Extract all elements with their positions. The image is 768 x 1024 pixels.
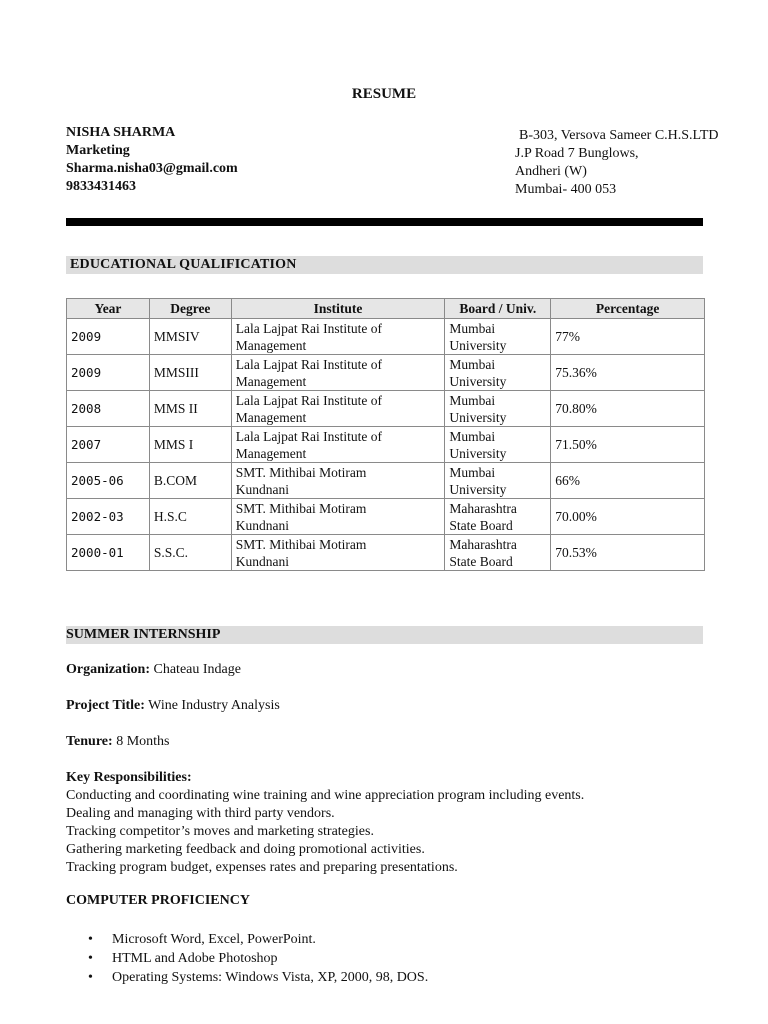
list-item xyxy=(66,968,428,987)
contact-info xyxy=(66,124,238,196)
percentage-cell: 70.00% xyxy=(551,499,705,535)
address-block xyxy=(515,127,719,199)
percentage-cell: 70.53% xyxy=(551,535,705,571)
percentage-cell: 77% xyxy=(551,319,705,355)
board-cell xyxy=(445,499,551,535)
percentage-cell: 75.36% xyxy=(551,355,705,391)
institute-line: Management xyxy=(235,337,307,353)
year-cell: 2009 xyxy=(67,355,150,391)
table-row xyxy=(67,463,705,499)
header-divider xyxy=(66,218,703,226)
phone: 9833431463 xyxy=(66,179,136,194)
year-cell: 2007 xyxy=(67,427,150,463)
degree-cell: MMS I xyxy=(149,427,231,463)
page-title: RESUME xyxy=(351,86,417,102)
address-line: B-303, Versova Sameer C.H.S.LTD xyxy=(519,128,719,143)
section-heading-internship: SUMMER INTERNSHIP xyxy=(66,627,221,642)
education-table xyxy=(66,298,705,571)
responsibility-item: Tracking competitor’s moves and marketing strategies. xyxy=(66,824,374,839)
board-cell xyxy=(445,319,551,355)
name: NISHA SHARMA xyxy=(66,125,176,140)
degree-cell: H.S.C xyxy=(149,499,231,535)
institute-line: Lala Lajpat Rai Institute of xyxy=(235,356,382,372)
board-line: Mumbai xyxy=(449,356,496,372)
degree-cell: MMSIV xyxy=(149,319,231,355)
organization-line xyxy=(66,662,241,678)
organization-label: Organization: xyxy=(66,662,150,677)
board-line: University xyxy=(449,409,507,425)
year-cell: 2008 xyxy=(67,391,150,427)
organization-value: Chateau Indage xyxy=(153,662,241,677)
skill-text: Operating Systems: Windows Vista, XP, 2000, 98, DOS. xyxy=(112,970,429,985)
institute-line: Kundnani xyxy=(235,481,290,497)
column-header: Percentage xyxy=(551,299,705,319)
institute-cell xyxy=(231,535,445,571)
institute-line: SMT. Mithibai Motiram xyxy=(235,464,367,480)
degree-cell: B.COM xyxy=(149,463,231,499)
role: Marketing xyxy=(66,143,130,158)
board-cell xyxy=(445,355,551,391)
board-line: Mumbai xyxy=(449,320,496,336)
institute-line: Kundnani xyxy=(235,553,290,569)
responsibility-item: Tracking program budget, expenses rates and preparing presentations. xyxy=(66,860,458,875)
institute-line: Management xyxy=(235,409,307,425)
project-value: Wine Industry Analysis xyxy=(148,698,280,713)
institute-line: Lala Lajpat Rai Institute of xyxy=(235,428,382,444)
board-line: University xyxy=(449,445,507,461)
percentage-cell: 70.80% xyxy=(551,391,705,427)
year-cell: 2005-06 xyxy=(67,463,150,499)
board-line: Mumbai xyxy=(449,464,496,480)
institute-cell xyxy=(231,319,445,355)
column-header: Board / Univ. xyxy=(445,299,551,319)
institute-cell xyxy=(231,355,445,391)
table-row xyxy=(67,319,705,355)
tenure-label: Tenure: xyxy=(66,734,113,749)
list-item xyxy=(66,949,428,968)
column-header: Year xyxy=(67,299,150,319)
year-cell: 2002-03 xyxy=(67,499,150,535)
skill-text: Microsoft Word, Excel, PowerPoint. xyxy=(112,932,316,947)
board-line: University xyxy=(449,337,507,353)
responsibilities-label: Key Responsibilities: xyxy=(66,770,192,785)
institute-cell xyxy=(231,499,445,535)
section-heading-computer: COMPUTER PROFICIENCY xyxy=(66,893,250,908)
degree-cell: S.S.C. xyxy=(149,535,231,571)
board-line: Mumbai xyxy=(449,428,496,444)
tenure-line xyxy=(66,734,169,750)
responsibility-item: Gathering marketing feedback and doing promotional activities. xyxy=(66,842,425,857)
institute-cell xyxy=(231,427,445,463)
board-line: University xyxy=(449,373,507,389)
board-cell xyxy=(445,391,551,427)
address-line: Andheri (W) xyxy=(515,164,587,179)
responsibility-item: Conducting and coordinating wine training and wine appreciation program including events. xyxy=(66,788,585,803)
responsibilities-block xyxy=(66,769,584,877)
institute-line: Kundnani xyxy=(235,517,290,533)
institute-cell xyxy=(231,391,445,427)
table-header-row xyxy=(67,299,705,319)
email: Sharma.nisha03@gmail.com xyxy=(66,161,238,176)
table-row xyxy=(67,355,705,391)
table-row xyxy=(67,391,705,427)
degree-cell: MMS II xyxy=(149,391,231,427)
year-cell: 2009 xyxy=(67,319,150,355)
project-label: Project Title: xyxy=(66,698,145,713)
board-line: Maharashtra xyxy=(449,500,517,516)
institute-line: Lala Lajpat Rai Institute of xyxy=(235,392,382,408)
section-heading-education: EDUCATIONAL QUALIFICATION xyxy=(70,257,297,272)
board-cell xyxy=(445,427,551,463)
column-header: Institute xyxy=(231,299,445,319)
board-line: State Board xyxy=(449,517,513,533)
bullet-icon: • xyxy=(88,932,93,947)
board-cell xyxy=(445,463,551,499)
board-line: State Board xyxy=(449,553,513,569)
table-row xyxy=(67,499,705,535)
degree-cell: MMSIII xyxy=(149,355,231,391)
percentage-cell: 71.50% xyxy=(551,427,705,463)
institute-line: Lala Lajpat Rai Institute of xyxy=(235,320,382,336)
table-row xyxy=(67,427,705,463)
institute-line: Management xyxy=(235,445,307,461)
year-cell: 2000-01 xyxy=(67,535,150,571)
institute-line: Management xyxy=(235,373,307,389)
skill-text: HTML and Adobe Photoshop xyxy=(112,951,278,966)
board-cell xyxy=(445,535,551,571)
board-line: Maharashtra xyxy=(449,536,517,552)
board-line: University xyxy=(449,481,507,497)
bullet-icon: • xyxy=(88,951,93,966)
board-line: Mumbai xyxy=(449,392,496,408)
tenure-value: 8 Months xyxy=(116,734,170,749)
column-header: Degree xyxy=(149,299,231,319)
percentage-cell: 66% xyxy=(551,463,705,499)
address-line: Mumbai- 400 053 xyxy=(515,182,617,197)
bullet-icon: • xyxy=(88,970,93,985)
skills-list xyxy=(66,930,428,987)
institute-line: SMT. Mithibai Motiram xyxy=(235,500,367,516)
institute-cell xyxy=(231,463,445,499)
institute-line: SMT. Mithibai Motiram xyxy=(235,536,367,552)
list-item xyxy=(66,930,428,949)
responsibility-item: Dealing and managing with third party vendors. xyxy=(66,806,335,821)
project-line xyxy=(66,698,280,714)
address-line: J.P Road 7 Bunglows, xyxy=(515,146,639,161)
table-row xyxy=(67,535,705,571)
